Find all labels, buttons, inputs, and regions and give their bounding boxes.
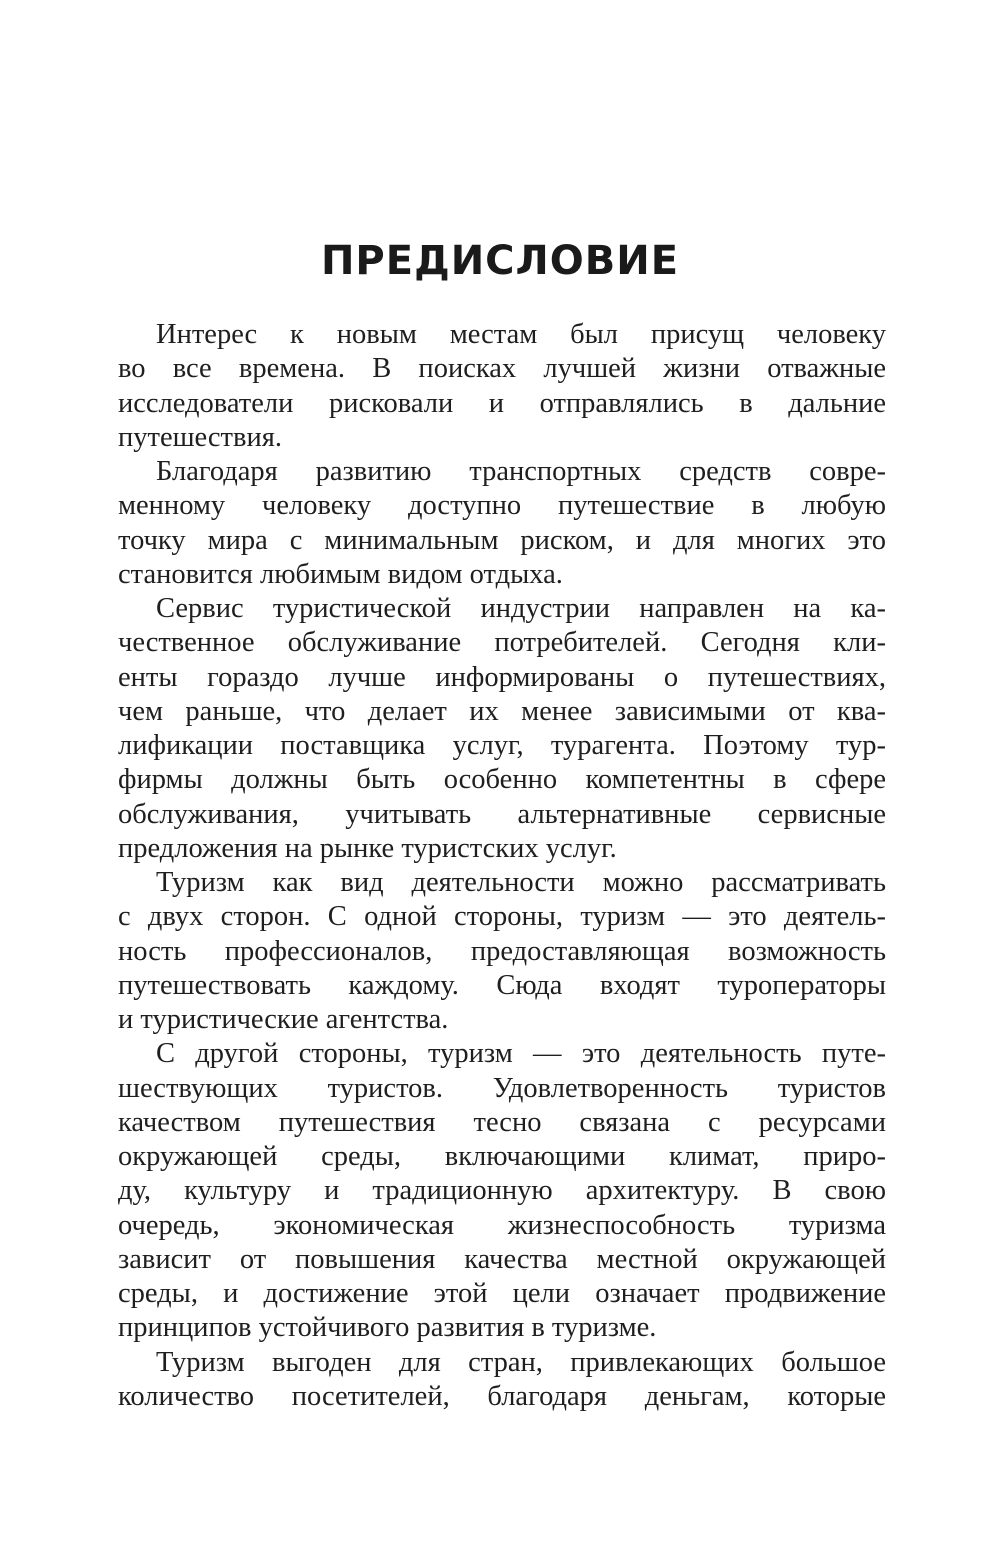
text-line: окружающей среды, включающими климат, приро- [118, 1141, 886, 1172]
text-line: Туризм как вид деятельности можно рассматривать [156, 867, 886, 898]
text-line: зависит от повышения качества местной окружающей [118, 1243, 886, 1275]
text-line: путешествовать каждому. Сюда входят туроператоры [118, 969, 886, 1001]
text-line: количество посетителей, благодаря деньгам, которые [118, 1380, 886, 1412]
text-line: ность профессионалов, предоставляющая возможность [118, 935, 886, 967]
text-line: во все времена. В поисках лучшей жизни отважные [118, 353, 886, 385]
text-line: Интерес к новым местам был присущ человеку [156, 319, 886, 350]
text-line: енты гораздо лучше информированы о путешествиях, [118, 661, 886, 693]
text-line: Сервис туристической индустрии направлен на ка- [156, 593, 886, 624]
text-line: шествующих туристов. Удовлетворенность туристов [118, 1072, 886, 1104]
text-line: точку мира с минимальным риском, и для многих это [118, 524, 886, 556]
text-line: чем раньше, что делает их менее зависимыми от ква- [118, 695, 886, 727]
text-line: принципов устойчивого развития в туризме. [118, 1312, 657, 1344]
body-text [118, 318, 886, 1414]
text-line: качеством путешествия тесно связана с ресурсами [118, 1106, 886, 1138]
text-line: становится любимым видом отдыха. [118, 558, 563, 590]
text-line: ду, культуру и традиционную архитектуру. В свою [118, 1175, 886, 1207]
text-line: лификации поставщика услуг, турагента. Поэтому тур- [118, 730, 886, 761]
text-line: исследователи рисковали и отправлялись в дальние [118, 387, 886, 419]
text-line: чественное обслуживание потребителей. Сегодня кли- [118, 627, 886, 659]
text-line: путешествия. [118, 421, 282, 453]
text-line: Благодаря развитию транспортных средств совре- [156, 456, 886, 487]
text-line: С другой стороны, туризм — это деятельность путе- [156, 1038, 886, 1070]
text-line: Туризм выгоден для стран, привлекающих большое [156, 1346, 886, 1378]
text-line: предложения на рынке туристских услуг. [118, 832, 617, 864]
text-line: обслуживания, учитывать альтернативные сервисные [118, 798, 886, 830]
page-title: ПРЕДИСЛОВИЕ [320, 238, 680, 284]
text-line: фирмы должны быть особенно компетентны в сфере [118, 764, 886, 796]
text-line: очередь, экономическая жизнеспособность туризма [118, 1209, 886, 1241]
text-line: и туристические агентства. [118, 1004, 449, 1035]
text-line: с двух сторон. С одной стороны, туризм — это деятель- [118, 901, 886, 933]
text-line: менному человеку доступно путешествие в любую [118, 490, 886, 522]
text-line: среды, и достижение этой цели означает продвижение [118, 1278, 886, 1309]
